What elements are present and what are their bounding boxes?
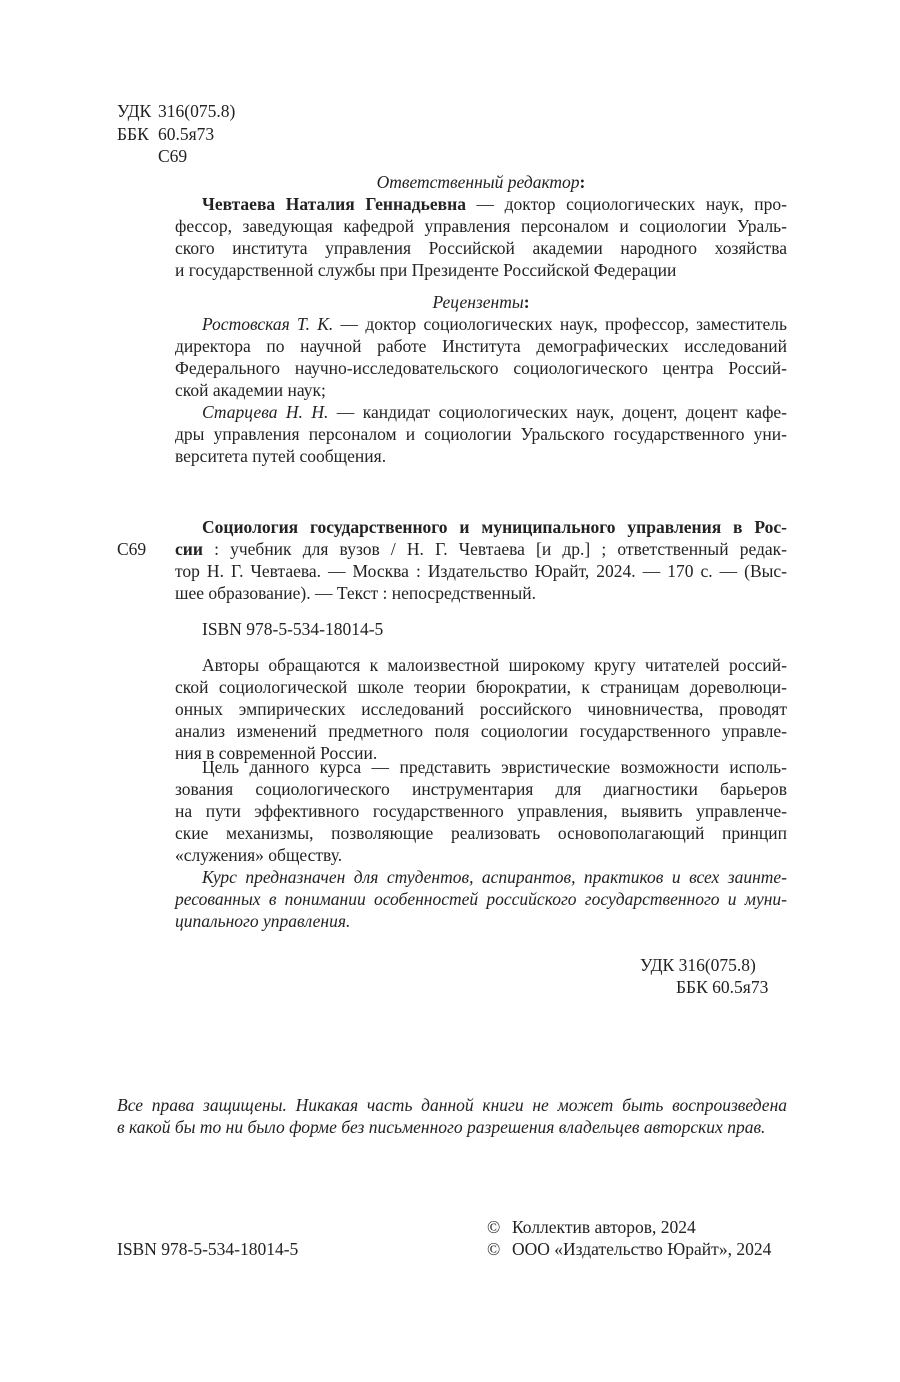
reviewers-heading-text: Рецензенты xyxy=(432,292,524,312)
editor-heading xyxy=(175,171,787,193)
bib-title-line xyxy=(175,516,787,538)
bib-line: тор Н. Г. Чевтаева. — Москва : Издательство Юрайт, 2024. — 170 с. — (Выс- xyxy=(175,561,787,581)
footer-isbn: ISBN 978-5-534-18014-5 xyxy=(117,1239,299,1259)
reviewer-text: — доктор социологических наук, профессор, заместитель xyxy=(333,314,787,334)
reviewer-name: Ростовская Т. К. xyxy=(202,314,334,334)
abstract-line: Авторы обращаются к малоизвестной широкому кругу читателей россий- xyxy=(202,655,787,675)
udk-label: УДК xyxy=(117,101,152,121)
editor-line xyxy=(175,193,787,215)
editor-heading-text: Ответственный редактор xyxy=(376,172,580,192)
rights-line xyxy=(117,1116,787,1138)
abstract-line: зования социологического инструментария для диагностики барьеров xyxy=(175,779,787,799)
bib-text: : учебник для вузов / Н. Г. Чевтаева [и др.] ; ответственный редак- xyxy=(202,539,787,559)
copyright-symbol-icon: © xyxy=(487,1239,501,1259)
bbk-label: ББК xyxy=(117,124,149,144)
author-mark: С69 xyxy=(158,146,188,166)
udk-value: 316(075.8) xyxy=(158,101,236,121)
bib-isbn: ISBN 978-5-534-18014-5 xyxy=(202,619,384,639)
reviewers-heading xyxy=(175,291,787,313)
editor-text: — доктор социологических наук, про- xyxy=(465,194,787,214)
abstract-line: анализ изменений предметного поля социологии государственного управле- xyxy=(175,721,787,741)
bib-title: сии xyxy=(175,539,203,559)
abstract-line xyxy=(175,888,787,910)
reviewer-line: верситета путей сообщения. xyxy=(175,446,387,466)
abstract-italic: Курс предназначен для студентов, аспирантов, практиков и всех заинте- xyxy=(202,867,787,887)
abstract-line: онных эмпирических исследований российского чиновничества, проводят xyxy=(175,699,787,719)
reviewer-line: ской академии наук; xyxy=(175,380,326,400)
bib-author-mark: С69 xyxy=(117,539,147,559)
bbk-value: 60.5я73 xyxy=(158,124,215,144)
reviewer-line xyxy=(175,313,787,335)
reviewer-line xyxy=(175,401,787,423)
editor-line: и государственной службы при Президенте Российской Федерации xyxy=(175,260,677,280)
abstract-line: ской социологической школе теории бюрократии, к страницам дореволюци- xyxy=(175,677,787,697)
rights-text: в какой бы то ни было форме без письменного разрешения владельцев авторских прав. xyxy=(117,1117,766,1137)
colon: : xyxy=(523,292,530,312)
editor-line: ского института управления Российской академии народного хозяйства xyxy=(175,238,787,258)
rights-text: Все права защищены. Никакая часть данной книги не может быть воспроизведена xyxy=(117,1095,787,1115)
abstract-line xyxy=(175,910,787,932)
bib-line: шее образование). — Текст : непосредственный. xyxy=(175,583,536,603)
reviewer-name: Старцева Н. Н. xyxy=(202,402,329,422)
abstract-line: ские механизмы, позволяющие реализовать основополагающий принцип xyxy=(175,823,787,843)
colon: : xyxy=(579,172,586,192)
reviewer-line: дры управления персоналом и социологии Уральского государственного уни- xyxy=(175,424,787,444)
copyright-publisher: ООО «Издательство Юрайт», 2024 xyxy=(512,1239,772,1259)
bib-line xyxy=(175,538,787,560)
udk-bottom: УДК 316(075.8) xyxy=(640,955,756,975)
abstract-line: на пути эффективного государственного управления, выявить управленче- xyxy=(175,801,787,821)
reviewer-line: Федерального научно-исследовательского социологического центра Россий- xyxy=(175,358,787,378)
abstract-italic: ципального управления. xyxy=(175,911,351,931)
bbk-bottom: ББК 60.5я73 xyxy=(676,977,769,997)
copyright-authors: Коллектив авторов, 2024 xyxy=(512,1217,696,1237)
abstract-line xyxy=(175,866,787,888)
abstract-line: Цель данного курса — представить эвристические возможности исполь- xyxy=(202,757,787,777)
abstract-line: «служения» обществу. xyxy=(175,845,343,865)
bib-title: Социология государственного и муниципального управления в Рос- xyxy=(202,517,787,537)
reviewer-text: — кандидат социологических наук, доцент, доцент кафе- xyxy=(328,402,788,422)
editor-line: фессор, заведующая кафедрой управления персоналом и социологии Ураль- xyxy=(175,216,787,236)
editor-name: Чевтаева Наталия Геннадьевна xyxy=(202,194,466,214)
copyright-symbol-icon: © xyxy=(487,1217,501,1237)
abstract-line: ния в современной России. xyxy=(175,743,378,763)
rights-line xyxy=(117,1094,787,1116)
reviewer-line: директора по научной работе Института демографических исследований xyxy=(175,336,787,356)
abstract-italic: ресованных в понимании особенностей российского государственного и муни- xyxy=(175,889,787,909)
